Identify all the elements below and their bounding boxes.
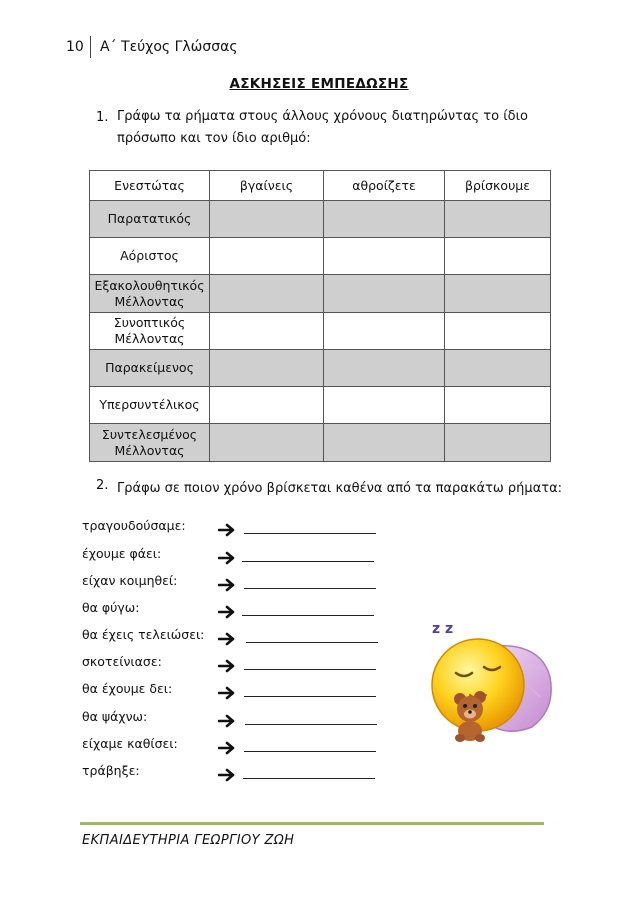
answer-blank[interactable] [242,615,374,616]
verb-label: θα έχεις τελειώσει: [82,627,205,642]
answer-cell[interactable] [210,201,324,238]
sleeping-moon-with-teddy-bear-icon [422,617,556,747]
verb-label: έχουμε φάει: [82,546,162,561]
answer-blank[interactable] [244,669,376,670]
tense-label-line: Συνοπτικός [113,315,186,330]
arrow-right-icon [218,741,236,755]
answer-cell[interactable] [210,275,324,313]
answer-cell[interactable] [445,201,551,238]
answer-cell[interactable] [210,424,324,462]
answer-cell[interactable] [324,313,445,350]
arrow-right-icon [218,523,236,537]
verb-label: θα ψάχνω: [82,709,148,724]
answer-blank[interactable] [244,751,376,752]
answer-cell[interactable] [210,350,324,387]
table-header-cell: βγαίνεις [210,171,324,201]
table-row [90,350,551,387]
page-number: 10 [66,39,84,55]
answer-cell[interactable] [445,313,551,350]
tense-label-line: Αόριστος [120,248,179,263]
tense-label-line: Παρατατικός [107,211,192,226]
answer-blank[interactable] [244,588,376,589]
tense-label-line: Μέλλοντας [114,442,185,458]
answer-cell[interactable] [324,238,445,275]
arrow-right-icon [218,578,236,592]
tense-label-line: Παρακείμενος [105,360,194,375]
exercise2-number: 2. [96,478,109,493]
sleep-zzz: z z [432,621,454,637]
verb-label: θα φύγω: [82,600,140,615]
arrow-right-icon [218,605,236,619]
tense-label [90,313,210,350]
verb-label: θα έχουμε δει: [82,681,173,696]
table-row [90,313,551,350]
verb-label: τράβηξε: [82,763,140,778]
exercise2-instruction: Γράφω σε ποιον χρόνο βρίσκεται καθένα από τα παρακάτω ρήματα: [117,481,563,496]
answer-cell[interactable] [210,313,324,350]
table-header-row [90,171,551,201]
answer-cell[interactable] [324,275,445,313]
tense-label [90,275,210,313]
tense-label [90,201,210,238]
tense-label [90,238,210,275]
answer-blank[interactable] [244,696,376,697]
answer-blank[interactable] [243,778,375,779]
tense-label-line: Μέλλοντας [114,331,185,346]
answer-blank[interactable] [246,642,378,643]
answer-blank[interactable] [242,561,374,562]
answer-cell[interactable] [445,350,551,387]
answer-blank[interactable] [245,724,377,725]
tense-label-line: Υπερσυντέλικος [99,397,200,412]
answer-cell[interactable] [324,201,445,238]
table-header-cell: Ενεστώτας [90,171,210,201]
tense-table [89,170,551,462]
table-header-cell: βρίσκουμε [445,171,551,201]
answer-cell[interactable] [324,387,445,424]
tense-label-line: Μέλλοντας [114,293,185,309]
answer-blank[interactable] [244,533,376,534]
tense-label-line: Εξακολουθητικός [94,277,205,293]
arrow-right-icon [218,551,236,565]
footer-rule [80,822,544,825]
answer-cell[interactable] [445,275,551,313]
arrow-right-icon [218,632,236,646]
answer-cell[interactable] [445,238,551,275]
answer-cell[interactable] [324,424,445,462]
verb-label: είχαμε καθίσει: [82,736,178,751]
tense-label [90,350,210,387]
exercise1-number: 1. [96,110,109,125]
verb-label: σκοτείνιασε: [82,654,162,669]
tense-label [90,424,210,462]
answer-cell[interactable] [210,238,324,275]
table-header-cell: αθροίζετε [324,171,445,201]
footer-text: ΕΚΠΑΙΔΕΥΤΗΡΙΑ ΓΕΩΡΓΙΟΥ ΖΩΗ [82,833,295,848]
table-row [90,275,551,313]
verb-label: τραγουδούσαμε: [82,518,186,533]
section-title: ΑΣΚΗΣΕΙΣ ΕΜΠΕΔΩΣΗΣ [229,76,409,92]
header-divider [90,36,91,58]
table-row [90,201,551,238]
table-row [90,238,551,275]
arrow-right-icon [218,659,236,673]
table-row [90,387,551,424]
verb-label: είχαν κοιμηθεί: [82,573,178,588]
arrow-right-icon [218,768,236,782]
table-row [90,424,551,462]
answer-cell[interactable] [324,350,445,387]
arrow-right-icon [218,714,236,728]
header-title: Α΄ Τεύχος Γλώσσας [100,39,238,55]
tense-label-line: Συντελεσμένος [101,426,198,442]
answer-cell[interactable] [445,387,551,424]
arrow-right-icon [218,686,236,700]
answer-cell[interactable] [445,424,551,462]
tense-label [90,387,210,424]
answer-cell[interactable] [210,387,324,424]
exercise1-instruction: Γράφω τα ρήματα στους άλλους χρόνους διατηρώντας το ίδιο πρόσωπο και τον ίδιο αριθμό: [117,109,528,146]
